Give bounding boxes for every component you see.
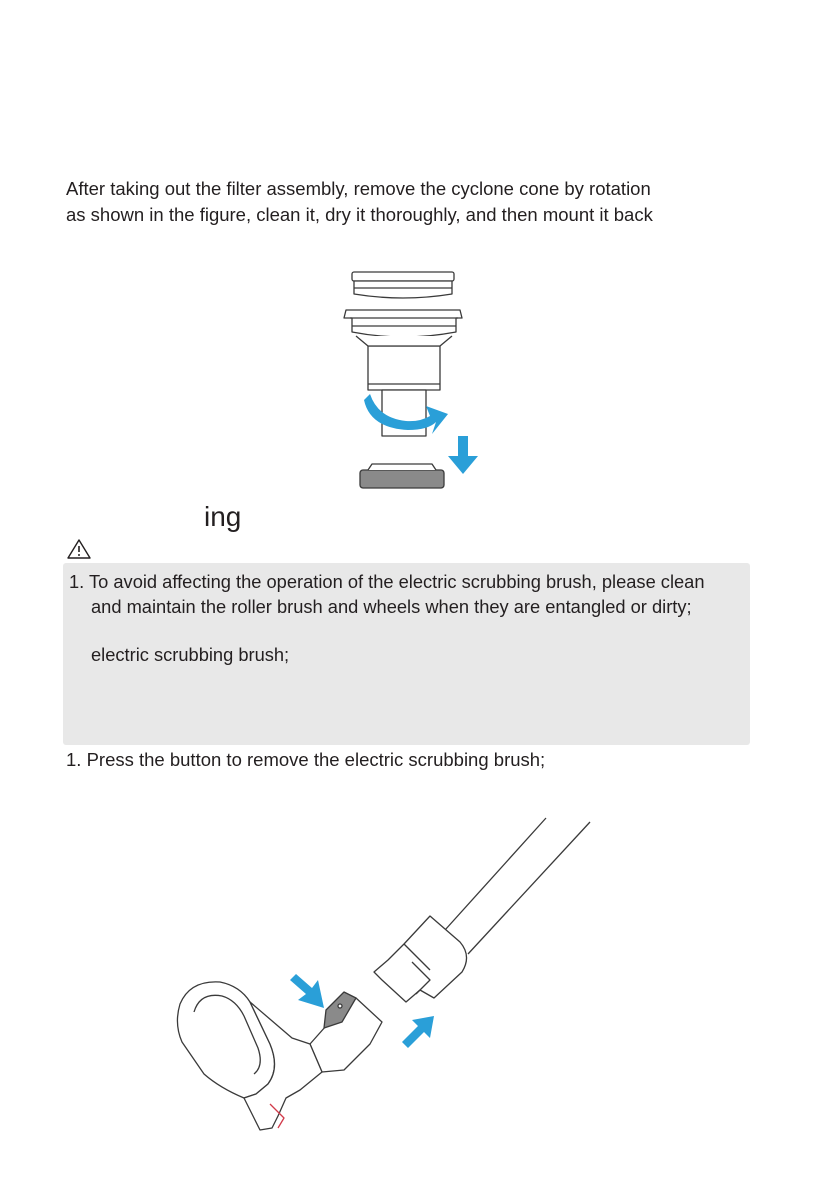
intro-line-2: as shown in the figure, clean it, dry it thoroughly, and then mount it back <box>66 204 653 225</box>
intro-line-1: After taking out the filter assembly, remove the cyclone cone by rotation <box>66 178 651 199</box>
cyclone-cone-figure <box>340 266 490 496</box>
pull-arrow-icon <box>402 1016 434 1048</box>
note-line-1: 1. To avoid affecting the operation of the electric scrubbing brush, please clean <box>69 571 705 592</box>
step-1-text: 1. Press the button to remove the electric scrubbing brush; <box>66 749 546 770</box>
note-line-2: and maintain the roller brush and wheels when they are entangled or dirty; <box>91 596 692 617</box>
cyclone-top-cap <box>352 272 454 281</box>
section-heading-fragment: ing <box>204 501 242 532</box>
cyclone-base <box>360 470 444 488</box>
scrubbing-brush-removal-figure <box>160 812 610 1142</box>
cyclone-top-ring <box>354 281 452 298</box>
note-line-3: electric scrubbing brush; <box>91 644 290 665</box>
warning-triangle-icon <box>66 538 92 560</box>
tube-line-lower <box>468 822 590 954</box>
intro-paragraph <box>66 176 766 228</box>
cyclone-flange <box>344 310 462 337</box>
caution-note-box <box>63 563 750 745</box>
brush-head <box>177 982 274 1098</box>
down-arrow-icon <box>448 436 478 474</box>
tube-line-upper <box>436 818 546 940</box>
press-arrow-icon <box>290 974 324 1008</box>
